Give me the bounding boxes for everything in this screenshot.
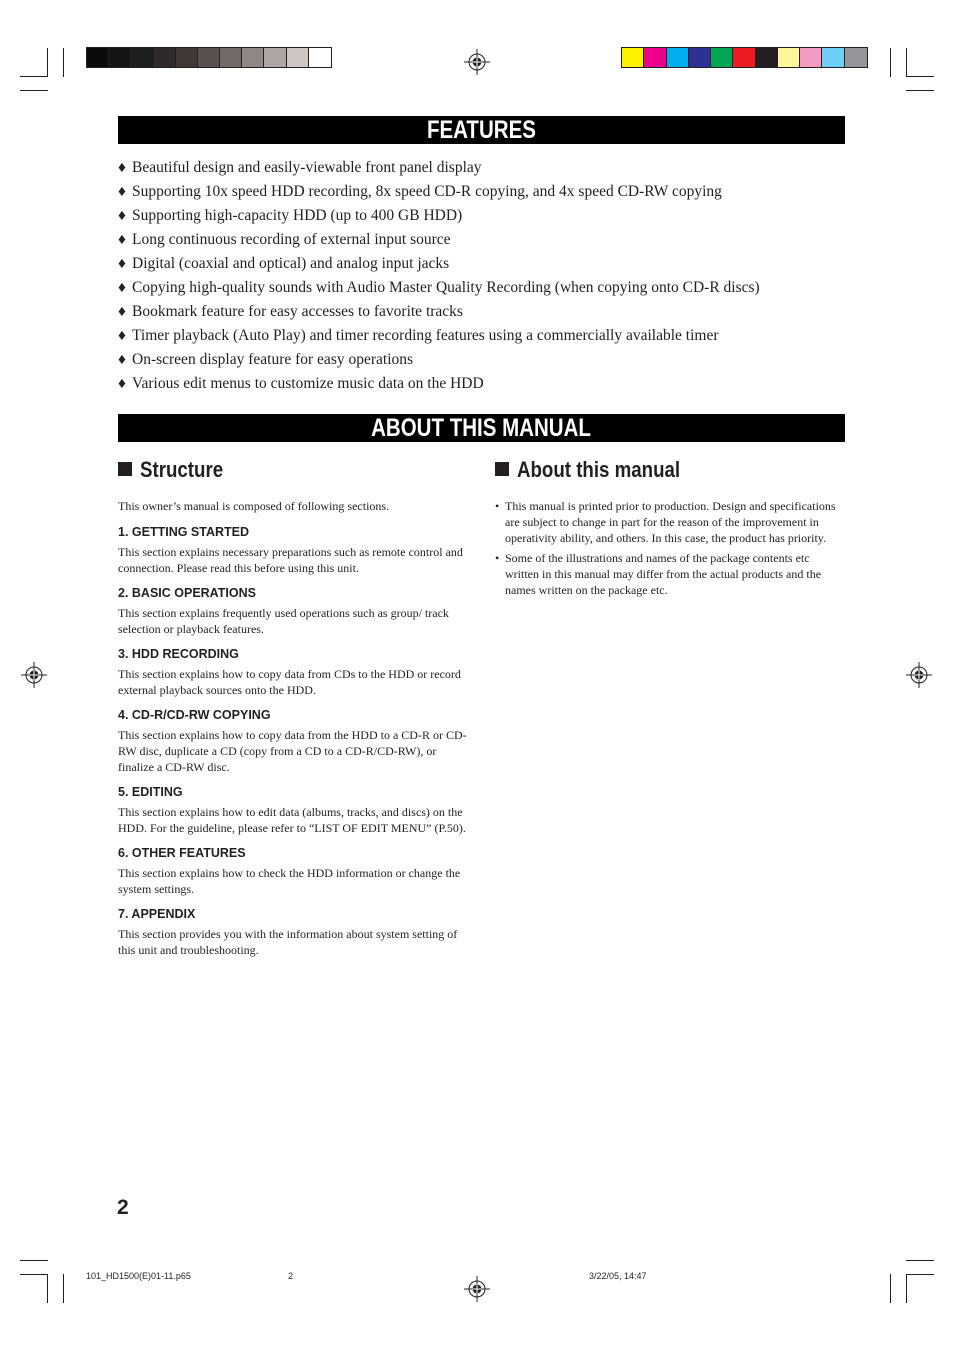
- section-body: This section explains how to edit data (albums, tracks, and discs) on the HDD. For the guideline, please refer to “LIST OF EDIT MENU” (P.50).: [118, 805, 466, 835]
- grayscale-color-bar: [86, 47, 332, 68]
- manual-section: [118, 524, 470, 576]
- manual-section: [118, 906, 470, 958]
- features-list: [118, 156, 845, 396]
- section-title: 3. HDD RECORDING: [118, 647, 239, 661]
- color-swatch: [242, 48, 264, 67]
- feature-item: [118, 348, 845, 372]
- feature-text: Bookmark feature for easy accesses to favorite tracks: [132, 303, 463, 320]
- color-swatch: [287, 48, 309, 67]
- diamond-bullet-icon: ♦: [118, 303, 126, 320]
- feature-item: [118, 324, 845, 348]
- feature-text: Supporting high-capacity HDD (up to 400 GB HDD): [132, 207, 463, 224]
- color-swatch: [622, 48, 644, 67]
- feature-text: On-screen display feature for easy operations: [132, 351, 414, 368]
- color-swatch: [87, 48, 109, 67]
- feature-item: [118, 276, 845, 300]
- feature-item: [118, 180, 845, 204]
- section-body: This section explains how to copy data from CDs to the HDD or record external playback sources onto the HDD.: [118, 667, 461, 697]
- color-swatch: [667, 48, 689, 67]
- section-title: 4. CD-R/CD-RW COPYING: [118, 708, 271, 722]
- color-swatch: [800, 48, 822, 67]
- section-body: This section explains frequently used operations such as group/ track selection or playback features.: [118, 606, 449, 636]
- about-manual-column: [495, 498, 845, 602]
- footer-page: 2: [288, 1271, 294, 1281]
- feature-item: [118, 204, 845, 228]
- diamond-bullet-icon: ♦: [118, 255, 126, 272]
- color-swatch: [822, 48, 844, 67]
- color-swatch: [845, 48, 867, 67]
- color-swatch: [756, 48, 778, 67]
- color-swatch: [733, 48, 755, 67]
- color-swatch: [264, 48, 286, 67]
- diamond-bullet-icon: ♦: [118, 351, 126, 368]
- structure-column: [118, 498, 470, 967]
- about-heading: ABOUT THIS MANUAL: [118, 414, 845, 442]
- manual-section: [118, 845, 470, 897]
- color-swatch: [220, 48, 242, 67]
- feature-item: [118, 372, 845, 396]
- color-swatch: [198, 48, 220, 67]
- registration-mark-icon: [464, 49, 490, 75]
- structure-heading: Structure: [118, 456, 238, 484]
- manual-section: [118, 646, 470, 698]
- diamond-bullet-icon: ♦: [118, 231, 126, 248]
- section-title: 7. APPENDIX: [118, 907, 196, 921]
- features-heading: FEATURES: [118, 116, 845, 144]
- diamond-bullet-icon: ♦: [118, 279, 126, 296]
- section-title: 5. EDITING: [118, 785, 183, 799]
- section-body: This section explains how to check the HDD information or change the system settings.: [118, 866, 461, 896]
- square-bullet-icon: [495, 462, 509, 476]
- section-body: This section provides you with the information about system setting of this unit and troubleshooting.: [118, 927, 458, 957]
- about-manual-heading: About this manual: [495, 456, 709, 484]
- registration-mark-icon: [906, 662, 932, 688]
- registration-mark-icon: [21, 662, 47, 688]
- section-body: This section explains necessary preparations such as remote control and connection. Please read this before using this unit.: [118, 545, 463, 575]
- feature-text: Beautiful design and easily-viewable front panel display: [132, 159, 482, 176]
- color-swatch: [711, 48, 733, 67]
- section-body: This section explains how to copy data from the HDD to a CD-R or CD-RW disc, duplicate a CD (copy from a CD to a CD-R/CD-RW), or finalize a CD-RW disc.: [118, 728, 467, 774]
- diamond-bullet-icon: ♦: [118, 327, 126, 344]
- color-swatch: [644, 48, 666, 67]
- diamond-bullet-icon: ♦: [118, 207, 126, 224]
- diamond-bullet-icon: ♦: [118, 183, 126, 200]
- diamond-bullet-icon: ♦: [118, 375, 126, 392]
- feature-text: Digital (coaxial and optical) and analog input jacks: [132, 255, 450, 272]
- section-title: 1. GETTING STARTED: [118, 525, 250, 539]
- color-swatch: [176, 48, 198, 67]
- manual-section: [118, 784, 470, 836]
- section-title: 6. OTHER FEATURES: [118, 846, 246, 860]
- square-bullet-icon: [118, 462, 132, 476]
- section-title: 2. BASIC OPERATIONS: [118, 586, 256, 600]
- page-number: 2: [117, 1196, 129, 1219]
- feature-item: [118, 252, 845, 276]
- about-manual-list: [495, 498, 845, 598]
- about-manual-item: • Some of the illustrations and names of the package contents etc written in this manual may differ from the actual products and the names written on the package etc.: [495, 550, 845, 598]
- about-manual-item: • This manual is printed prior to production. Design and specifications are subject to change in part for the reason of the improvement in operativity ability, and others. In this case, the product has priority.: [495, 498, 845, 546]
- registration-mark-icon: [464, 1276, 490, 1302]
- feature-text: Various edit menus to customize music data on the HDD: [132, 375, 484, 392]
- manual-section: [118, 707, 470, 775]
- feature-text: Supporting 10x speed HDD recording, 8x speed CD-R copying, and 4x speed CD-RW copying: [132, 183, 722, 200]
- diamond-bullet-icon: ♦: [118, 159, 126, 176]
- footer-datetime: 3/22/05, 14:47: [589, 1271, 647, 1281]
- color-swatch: [689, 48, 711, 67]
- footer-filename: 101_HD1500(E)01-11.p65: [86, 1271, 191, 1281]
- color-swatch: [131, 48, 153, 67]
- color-swatch: [154, 48, 176, 67]
- color-swatch: [309, 48, 331, 67]
- feature-text: Long continuous recording of external input source: [132, 231, 451, 248]
- color-swatch: [109, 48, 131, 67]
- feature-text: Copying high-quality sounds with Audio Master Quality Recording (when copying onto CD-R discs): [132, 279, 760, 296]
- feature-item: [118, 300, 845, 324]
- feature-item: [118, 156, 845, 180]
- structure-intro: This owner’s manual is composed of following sections.: [118, 499, 390, 513]
- feature-text: Timer playback (Auto Play) and timer recording features using a commercially available timer: [132, 327, 719, 344]
- color-swatch: [778, 48, 800, 67]
- manual-section: [118, 585, 470, 637]
- feature-item: [118, 228, 845, 252]
- process-color-bar: [621, 47, 868, 68]
